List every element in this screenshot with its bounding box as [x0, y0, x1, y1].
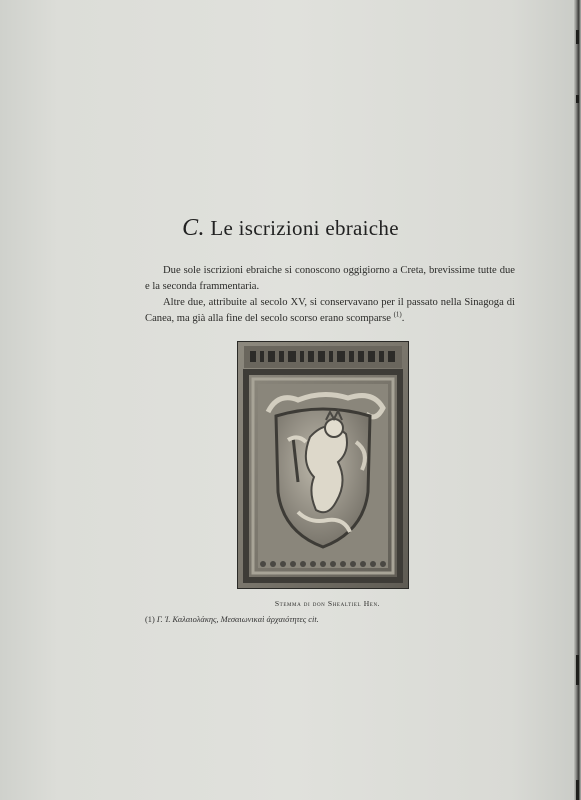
section-title: Le iscrizioni ebraiche — [210, 216, 399, 240]
footnote — [145, 615, 525, 624]
paragraph-2-end: . — [401, 313, 405, 324]
figure-caption — [0, 599, 581, 608]
paragraph-1 — [145, 263, 515, 295]
coat-of-arms-photograph — [238, 342, 408, 588]
paragraph-2-text: Altre due, attribuite al secolo XV, si conservavano per il passato nella Sinagoga di Canea, ma già alla fine del secolo scorso erano scomparse — [145, 297, 515, 324]
edge-mark — [576, 30, 579, 44]
footnote-reference[interactable]: (1) — [393, 310, 402, 319]
figure-caption-text: Stemma di don Shealtiel Hen. — [274, 599, 381, 608]
coat-of-arms-image — [238, 342, 408, 588]
paragraph-2 — [145, 295, 515, 327]
paragraph-1-text: Due sole iscrizioni ebraiche si conoscono oggigiorno a Creta, brevissime tutte due e la seconda frammentaria. — [145, 265, 515, 292]
footnote-marker: (1) — [145, 615, 155, 624]
edge-mark — [576, 655, 579, 685]
hebrew-inscription-glyphs — [250, 351, 395, 362]
section-heading — [0, 215, 581, 242]
footnote-text: Γ. Ἰ. Καλαιολάκης, Μεσαιωνικαὶ ἀρχαιότητες cit. — [156, 615, 319, 624]
section-letter: C. — [182, 215, 205, 241]
edge-mark — [576, 95, 579, 103]
edge-mark — [576, 780, 579, 800]
